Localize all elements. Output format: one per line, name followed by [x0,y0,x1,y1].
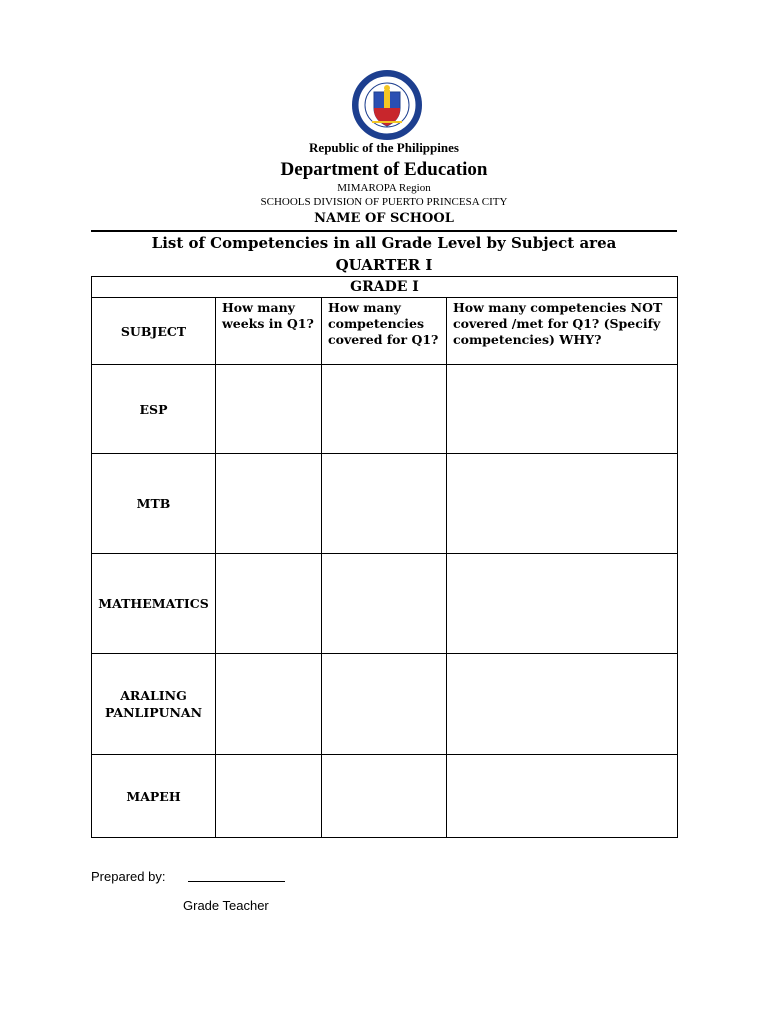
grade-teacher-label: Grade Teacher [183,898,269,913]
covered-cell[interactable] [322,755,447,838]
table-row [92,755,678,838]
weeks-cell[interactable] [216,365,322,454]
not-covered-cell[interactable] [447,654,678,755]
republic-heading: Republic of the Philippines [309,140,459,155]
table-row [92,365,678,454]
weeks-cell[interactable] [216,454,322,554]
school-name-heading: NAME OF SCHOOL [314,211,454,226]
not-covered-cell[interactable] [447,365,678,454]
table-row [92,554,678,654]
prepared-by-label: Prepared by: [91,869,166,884]
division-heading: SCHOOLS DIVISION OF PUERTO PRINCESA CITY [260,196,508,208]
not-covered-cell[interactable] [447,454,678,554]
quarter-heading: QUARTER I [335,256,433,274]
column-header-weeks: How many weeks in Q1? [216,298,322,365]
table-row [92,454,678,554]
covered-cell[interactable] [322,454,447,554]
covered-cell[interactable] [322,554,447,654]
department-heading: Department of Education [280,159,488,180]
covered-cell[interactable] [322,654,447,755]
subject-cell: MAPEH [92,755,216,838]
column-header-not-covered: How many competencies NOT covered /met for Q1? (Specify competencies) WHY? [447,298,678,365]
subject-cell: MTB [92,454,216,554]
weeks-cell[interactable] [216,654,322,755]
not-covered-cell[interactable] [447,554,678,654]
subject-cell: ESP [92,365,216,454]
deped-seal-logo [350,70,424,140]
weeks-cell[interactable] [216,755,322,838]
subject-cell: ARALING PANLIPUNAN [92,654,216,755]
subject-cell: MATHEMATICS [92,554,216,654]
not-covered-cell[interactable] [447,755,678,838]
weeks-cell[interactable] [216,554,322,654]
grade-header: GRADE I [92,277,678,298]
column-header-subject: SUBJECT [92,298,216,365]
competencies-table [91,276,678,838]
covered-cell[interactable] [322,365,447,454]
column-header-covered: How many competencies covered for Q1? [322,298,447,365]
header-divider [91,230,677,232]
signature-line[interactable] [188,881,285,882]
region-heading: MIMAROPA Region [337,182,431,194]
document-title: List of Competencies in all Grade Level by Subject area [151,234,617,252]
table-row [92,654,678,755]
